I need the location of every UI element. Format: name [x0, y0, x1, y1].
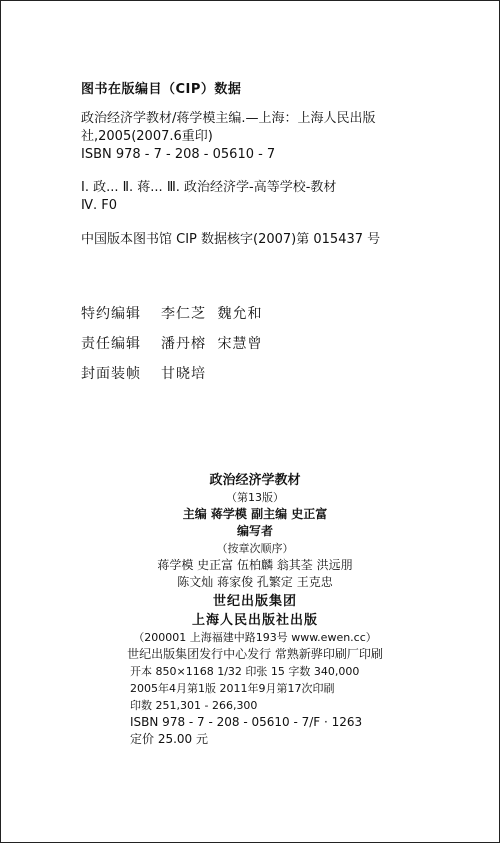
- book-title: 政治经济学教材: [209, 473, 301, 488]
- editors-line: 主编 蒋学模 副主编 史正富: [182, 507, 328, 521]
- cip-data-number: 中国版本图书馆 CIP 数据核字(2007)第 015437 号: [81, 232, 381, 247]
- cip-classification-line2: Ⅳ. F0: [81, 198, 118, 213]
- distribution-line: 世纪出版集团发行中心发行 常熟新骅印刷厂印刷: [127, 647, 383, 661]
- isbn-full: ISBN 978 - 7 - 208 - 05610 - 7/F · 1263: [130, 715, 363, 729]
- cip-heading: 图书在版编目（CIP）数据: [81, 82, 242, 97]
- staff-role: 特约编辑: [81, 306, 141, 322]
- staff-names: 潘丹榕 宋慧曾: [161, 336, 263, 352]
- order-note: （按章次顺序）: [216, 542, 294, 555]
- staff-names: 甘晓培: [161, 366, 206, 382]
- staff-role: 责任编辑: [81, 336, 141, 352]
- cip-classification-line1: Ⅰ. 政... Ⅱ. 蒋... Ⅲ. 政治经济学-高等学校-教材: [81, 180, 337, 195]
- staff-names: 李仁芝 魏允和: [161, 306, 263, 322]
- price: 定价 25.00 元: [130, 732, 208, 746]
- cip-isbn: ISBN 978 - 7 - 208 - 05610 - 7: [81, 147, 276, 162]
- publishing-group: 世纪出版集团: [212, 594, 297, 609]
- cip-entry-line1: 政治经济学教材/蒋学模主编.—上海：上海人民出版: [81, 111, 376, 126]
- printing-line: 2005年4月第1版 2011年9月第17次印刷: [130, 682, 335, 695]
- writers-line1: 蒋学模 史正富 伍柏麟 翁其荃 洪远朋: [157, 558, 353, 572]
- staff-list: [81, 298, 262, 388]
- print-run-line: 印数 251,301 - 266,300: [130, 699, 258, 712]
- staff-row: [81, 298, 262, 328]
- writers-label: 编写者: [236, 524, 273, 538]
- staff-role: 封面装帧: [81, 366, 141, 382]
- cip-entry-line2: 社,2005(2007.6重印): [81, 129, 213, 144]
- format-line: 开本 850×1168 1/32 印张 15 字数 340,000: [130, 665, 360, 678]
- writers-line2: 陈文灿 蒋家俊 孔繁定 王克忠: [177, 575, 333, 589]
- staff-row: [81, 358, 262, 388]
- publisher-address: （200001 上海福建中路193号 www.ewen.cc）: [133, 631, 377, 644]
- publisher: 上海人民出版社出版: [191, 613, 318, 628]
- cip-block: [81, 78, 481, 249]
- edition: （第13版）: [226, 491, 284, 504]
- imprint-block: [90, 472, 420, 748]
- staff-row: [81, 328, 262, 358]
